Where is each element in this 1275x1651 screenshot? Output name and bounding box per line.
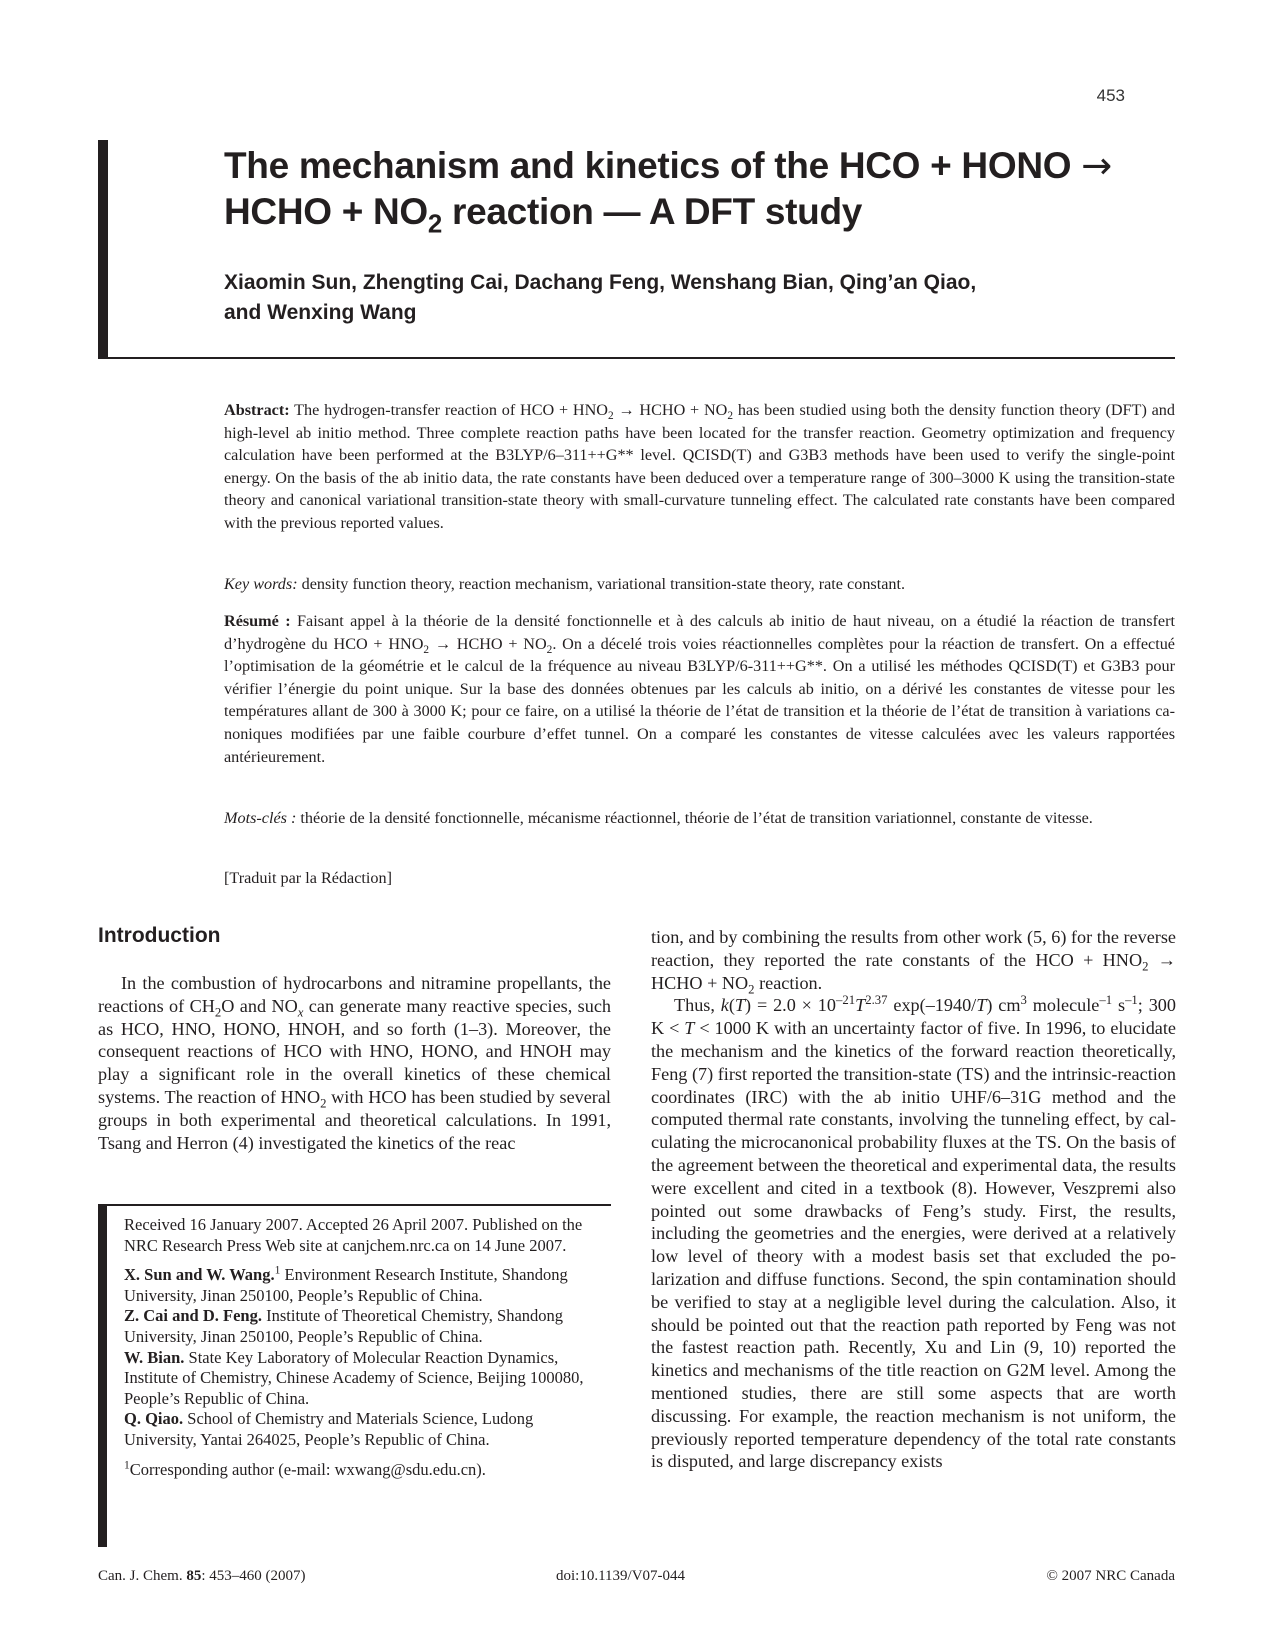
footer-copyright: © 2007 NRC Canada xyxy=(1046,1568,1175,1584)
section-heading-introduction: Introduction xyxy=(98,924,221,947)
right-paragraph-2: Thus, $k(T) = 2.0 \times 10^{-21}T^{2.37}$ exp(–1940/T) $cm^3$ molecule$^{-1}$ $s^{-1}$; 300 K < T < 1000 K with an uncertainty factor of five. In 1996, to elucidate the mechanism and the kinetics of the forward reaction theoretically, Feng (7) first reported the transition-state (TS) and the intrinsic-reaction coordinates (IRC) with the ab initio UHF/6–31G method and the computed thermal rate constants, involving the tunneling effect, by calculating the microcanonical probability fluxes at the TS. On the basis of the agreement between the theoretical and experimental data, the results were excellent and cited in a textbook (8). However, Veszpremi also pointed out some drawbacks of Feng’s study. First, the results, including the geometries and the energies, were derived at a relatively low level of theory with a modest basis set that excluded the polarization and diffuse functions. Second, the spin contamination should be verified to stay at a negligible level during the calculation. Also, it should be pointed out that the reaction path reported by Feng was not the fastest reaction path. Recently, Xu and Lin (9, 10) reported the kinetics and mechanisms of the title reaction on G2M level. Among the mentioned studies, there are still some aspects that are worth discussing. For example, the reaction mechanism is not uniform, the previously reported temperature dependency of the total rate constants is disputed, and large discrepancy exists xyxy=(651,993,1176,1472)
keywords-label: Key words: xyxy=(224,575,298,593)
affiliation-top-rule xyxy=(98,1204,611,1206)
right-paragraph-1: tion, and by combining the results from other work (5, 6) for the reverse reaction, they reported the rate constants of the HCO + $HNO_2$ → HCHO + $NO_2$ reaction. xyxy=(651,927,1176,997)
article-title: The mechanism and kinetics of the HCO + HONO → HCHO + $NO_2$ reaction — A DFT study xyxy=(224,144,1112,239)
title-side-bar xyxy=(98,140,108,358)
page-number: 453 xyxy=(1096,86,1125,105)
affiliation-4: Q. Qiao. School of Chemistry and Materials Science, Ludong University, Yantai 264025, People’s Republic of China. xyxy=(124,1409,534,1449)
footer-doi: doi:10.1139/V07-044 xyxy=(556,1568,686,1584)
affiliation-side-bar xyxy=(98,1204,107,1547)
affiliation-2: Z. Cai and D. Feng. Institute of Theoretical Chemistry, Shandong University, Jinan 250100, People’s Republic of China. xyxy=(124,1306,564,1346)
affiliation-3: W. Bian. State Key Laboratory of Molecular Reaction Dynamics, Institute of Chemistry, Chinese Academy of Science, Beijing 100080, People’s Republic of China. xyxy=(124,1347,584,1408)
reaction-arrow: → xyxy=(1081,144,1112,187)
translation-note: [Traduit par la Rédaction] xyxy=(224,869,392,887)
affiliation-1: X. Sun and W. Wang.$^1$ Environment Research Institute, Shandong University, Jinan 250100, People’s Republic of China. xyxy=(124,1264,568,1305)
right-column-text xyxy=(651,926,1176,1473)
footer-journal-citation: Can. J. Chem. 85: 453–460 (2007) xyxy=(98,1568,306,1584)
abstract-label: Abstract: xyxy=(224,401,290,419)
corresponding-author: $^1$Corresponding author (e-mail: wxwang@sdu.edu.cn). xyxy=(124,1459,486,1479)
title-bottom-rule xyxy=(98,357,1175,359)
resume-label: Résumé : xyxy=(224,612,291,630)
received-dates: Received 16 January 2007. Accepted 26 April 2007. Published on the NRC Research Press Web site at canjchem.nrc.ca on 14 June 2007. xyxy=(124,1215,583,1255)
resume: Résumé : Faisant appel à la théorie de la densité fonctionnelle et à des calculs ab initio de haut niveau, on a étudié la réaction de transfert d’hydrogène du HCO + $HNO_2$ → HCHO + $NO_2$. On a décelé trois voies réactionnelles complètes pour la réaction de transfert. On a effectué l’optimisation de la géométrie et le calcul de la fréquence au niveau B3LYP/6-311++G**. On a utilisé les méthodes QCISD(T) et G3B3 pour vérifier l’énergie du point unique. Sur la base des données obtenues par les calculs ab initio, on a dérivé les constantes de vitesse pour les températures allant de 300 à 3000 K; pour ce faire, on a utilisé la théorie de l’état de transition et la théorie de l’état de transition à variations canoniques modifiées par une faible courbure d’effet tunnel. On a comparé les constantes de vitesse calculées avec les valeurs rapportées antérieurement. xyxy=(224,612,1175,766)
mots-cles: Mots-clés : théorie de la densité fonctionnelle, mécanisme réactionnel, théorie de l’état de transition variationnel, constante de vitesse. xyxy=(224,809,1093,827)
introduction-paragraph: In the combustion of hydrocarbons and nitramine propellants, the reactions of $CH_2O$ and $NO_x$ can generate many reactive species, such as HCO, HNO, HONO, HNOH, and so forth (1–3). Moreover, the consequent reactions of HCO with HNO, HONO, and HNOH may play a significant role in the overall kinetics of these chemical systems. The reaction of $HNO_2$ with HCO has been studied by several groups in both experimental and theoretical calculations. In 1991, Tsang and Herron (4) investigated the kinetics of the reac xyxy=(98,973,612,1153)
mots-cles-label: Mots-clés : xyxy=(224,809,297,827)
keywords: Key words: density function theory, reaction mechanism, variational transition-state theory, rate constant. xyxy=(224,575,906,593)
abstract: Abstract: The hydrogen-transfer reaction of HCO + $HNO_2$ → HCHO + $NO_2$ has been studied using both the density function theory (DFT) and high-level ab initio method. Three complete reaction paths have been located for the transfer reaction. Geometry optimization and frequency calculation have been performed at the B3LYP/6–311++G** level. QCISD(T) and G3B3 methods have been used to verify the single-point energy. On the basis of the ab initio data, the rate constants have been deduced over a temperature range of 300–3000 K using the transition-state theory and canonical variational transition-state theory with small-curvature tunneling effect. The calculated rate constants have been compared with the previous reported values. xyxy=(224,401,1175,532)
author-list: Xiaomin Sun, Zhengting Cai, Dachang Feng, Wenshang Bian, Qing’an Qiao, and Wenxing Wang xyxy=(224,271,977,324)
affiliations-box xyxy=(124,1215,596,1480)
